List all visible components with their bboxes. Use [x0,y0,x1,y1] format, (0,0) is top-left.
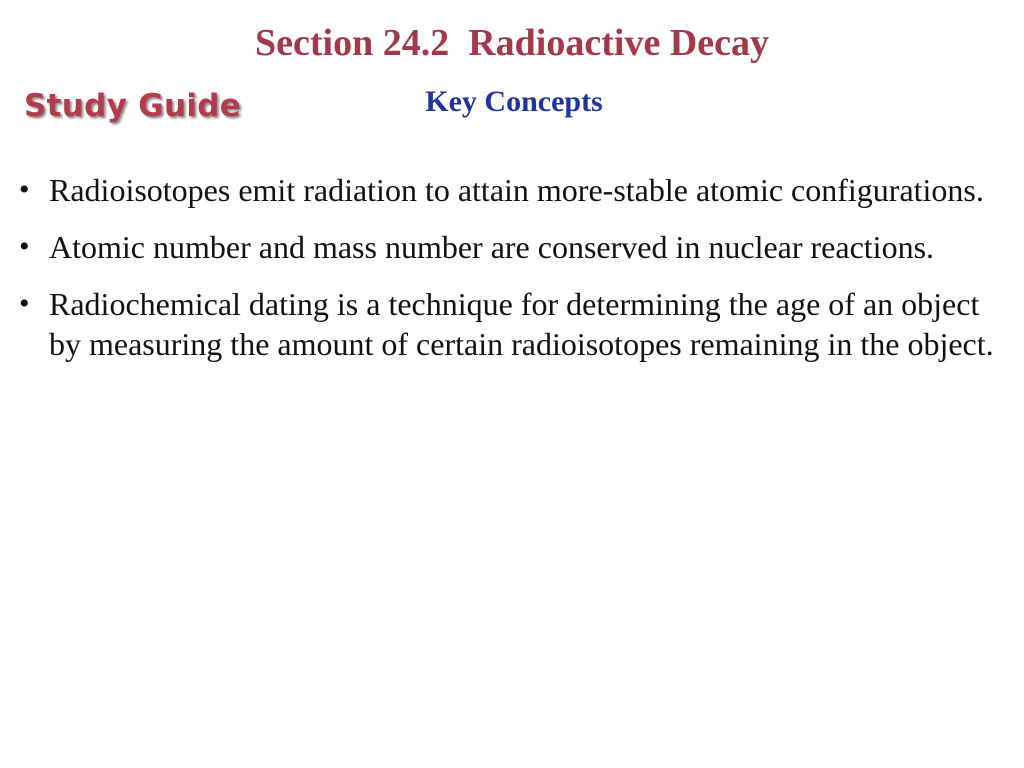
bullet-text: Atomic number and mass number are conserved in nuclear reactions. [49,229,935,265]
bullet-text: Radiochemical dating is a technique for determining the age of an object by measuring the amount of certain radioisotopes remaining in the object. [49,286,994,362]
list-item [0,170,1024,210]
key-concepts-heading: Key Concepts [425,85,603,118]
bullet-icon: • [19,230,30,263]
bullet-text: Radioisotopes emit radiation to attain more-stable atomic configurations. [49,172,984,208]
study-guide-logo: Study Guide [24,88,242,124]
page-title: Section 24.2 Radioactive Decay [255,22,769,64]
key-concepts-list [0,170,1024,381]
list-item [0,284,1024,364]
bullet-icon: • [19,287,30,320]
list-item [0,227,1024,267]
bullet-icon: • [19,173,30,206]
